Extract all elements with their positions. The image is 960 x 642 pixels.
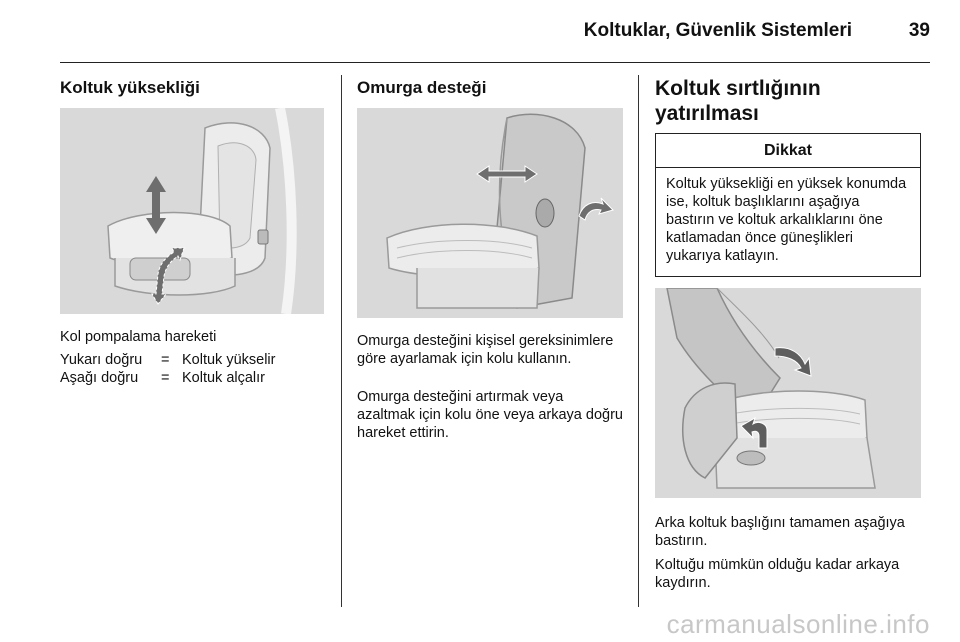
- watermark: carmanualsonline.info: [666, 609, 930, 639]
- heading-lumbar-support: Omurga desteği: [357, 78, 487, 97]
- seat-height-illustration: [60, 108, 324, 314]
- row-action: Aşağı doğru: [60, 370, 139, 386]
- seat-recline-illustration: [655, 288, 921, 498]
- section-title: Koltuklar, Güvenlik Sistemleri: [583, 20, 852, 41]
- row-separator: =: [161, 370, 170, 386]
- heading-seat-recline: Koltuk sırtlığının yatırılması: [655, 77, 821, 125]
- paragraph: Koltuğu mümkün olduğu kadar arkaya kaydırın.: [655, 557, 900, 591]
- caution-text: Koltuk yüksekliği en yüksek konumda ise, koltuk başlıklarını aşağıya bastırın ve koltuk arkalıklarını öne katlamadan önce güneşlikleri yukarıya katlayın.: [666, 176, 907, 264]
- paragraph: Arka koltuk başlığını tamamen aşağıya bastırın.: [655, 515, 905, 549]
- figure-caption: Kol pompalama hareketi: [60, 329, 217, 345]
- row-separator: =: [161, 352, 170, 368]
- heading-seat-height: Koltuk yüksekliği: [60, 78, 200, 97]
- caution-box: [655, 133, 921, 277]
- row-result: Koltuk alçalır: [182, 370, 266, 386]
- paragraph: Omurga desteğini artırmak veya azaltmak için kolu öne veya arkaya doğru hareket ettirin.: [357, 389, 623, 441]
- column-divider: [341, 75, 342, 607]
- caution-title: Dikkat: [656, 134, 920, 168]
- column-divider: [638, 75, 639, 607]
- row-action: Yukarı doğru: [60, 352, 143, 368]
- page-header: [60, 0, 930, 63]
- paragraph: Omurga desteğini kişisel gereksinimlere göre ayarlamak için kolu kullanın.: [357, 333, 614, 367]
- page-number: 39: [908, 20, 930, 41]
- row-result: Koltuk yükselir: [182, 352, 276, 368]
- lumbar-support-illustration: [357, 108, 623, 318]
